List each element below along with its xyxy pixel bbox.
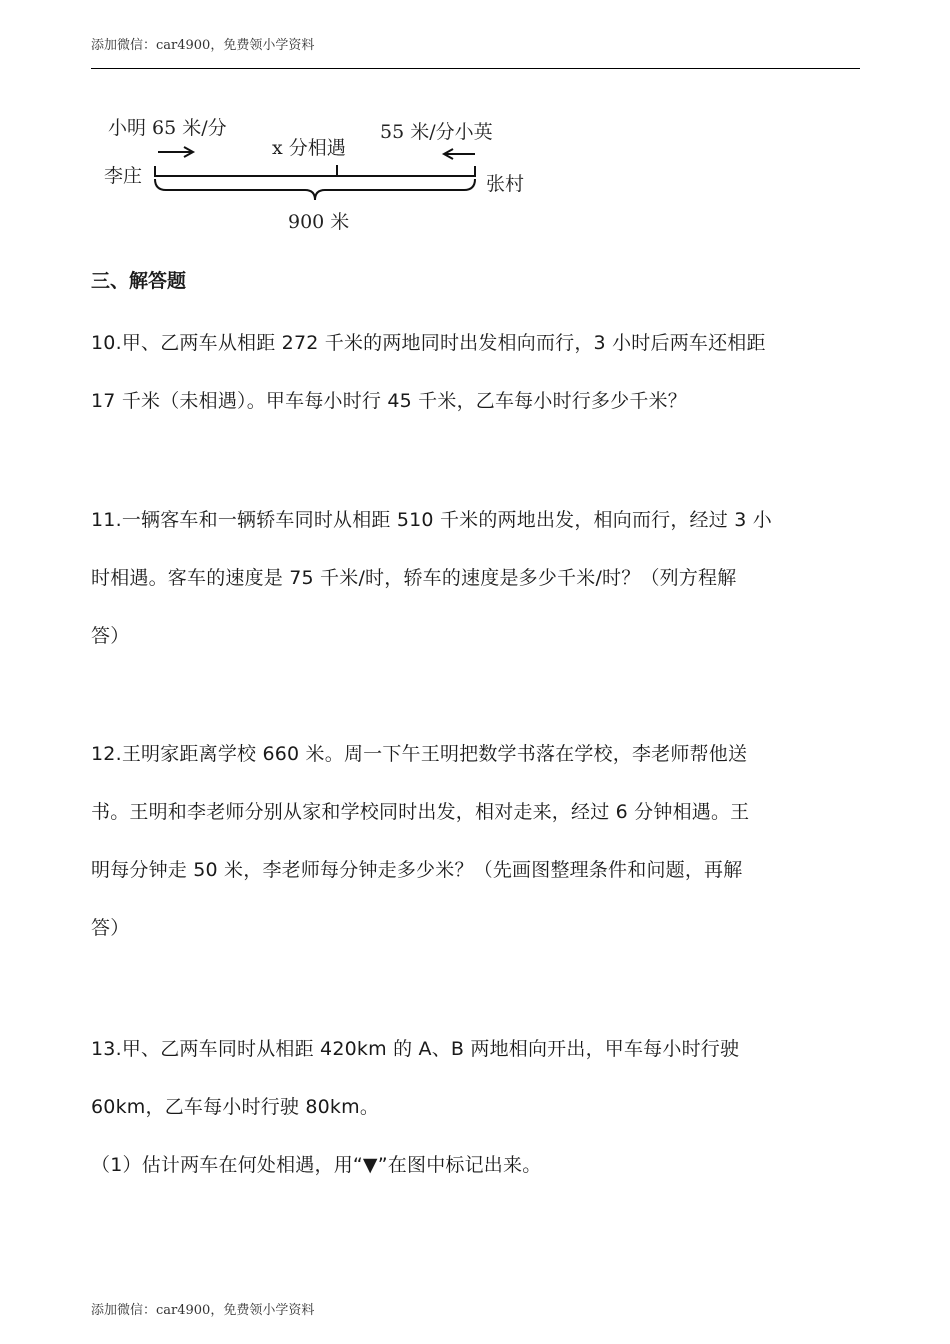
question-line: 10.甲、乙两车从相距 272 千米的两地同时出发相向而行，3 小时后两车还相距: [91, 332, 766, 354]
question-13: [91, 1020, 856, 1136]
diagram-total-label: 900 米: [288, 211, 350, 233]
diagram-left-label: 小明 65 米/分: [108, 117, 227, 139]
question-line: 书。王明和李老师分别从家和学校同时出发，相对走来，经过 6 分钟相遇。王: [91, 801, 750, 823]
question-line: 明每分钟走 50 米，李老师每分钟走多少米？（先画图整理条件和问题，再解: [91, 859, 743, 881]
meeting-diagram: [100, 110, 540, 240]
question-11: [91, 491, 856, 665]
question-13-part-1: [91, 1136, 856, 1194]
diagram-left-place: 李庄: [104, 165, 143, 187]
question-line: 17 千米（未相遇）。甲车每小时行 45 千米，乙车每小时行多少千米？: [91, 390, 687, 412]
question-line: （1）估计两车在何处相遇，用“▼”在图中标记出来。: [91, 1154, 542, 1176]
question-line: 答）: [91, 917, 130, 939]
distance-line: [155, 165, 475, 177]
right-arrow-icon: [158, 147, 193, 157]
page-header: 添加微信：car4900，免费领小学资料: [91, 38, 315, 53]
question-line: 答）: [91, 625, 130, 647]
question-line: 12.王明家距离学校 660 米。周一下午王明把数学书落在学校，李老师帮他送: [91, 743, 748, 765]
header-divider: [91, 68, 860, 69]
question-10: [91, 314, 856, 430]
section-title: 三、解答题: [91, 270, 187, 292]
question-line: 11.一辆客车和一辆轿车同时从相距 510 千米的两地出发，相向而行，经过 3 小: [91, 509, 772, 531]
diagram-right-label: 55 米/分小英: [380, 121, 493, 143]
page-footer: 添加微信：car4900，免费领小学资料: [91, 1303, 315, 1318]
question-line: 60km，乙车每小时行驶 80km。: [91, 1096, 380, 1118]
question-12: [91, 725, 856, 957]
diagram-right-place: 张村: [486, 173, 525, 195]
question-line: 13.甲、乙两车同时从相距 420km 的 A、B 两地相向开出，甲车每小时行驶: [91, 1038, 740, 1060]
left-arrow-icon: [444, 149, 475, 159]
total-brace: [155, 179, 475, 200]
diagram-middle-label: x 分相遇: [272, 137, 346, 159]
question-line: 时相遇。客车的速度是 75 千米/时，轿车的速度是多少千米/时？（列方程解: [91, 567, 737, 589]
